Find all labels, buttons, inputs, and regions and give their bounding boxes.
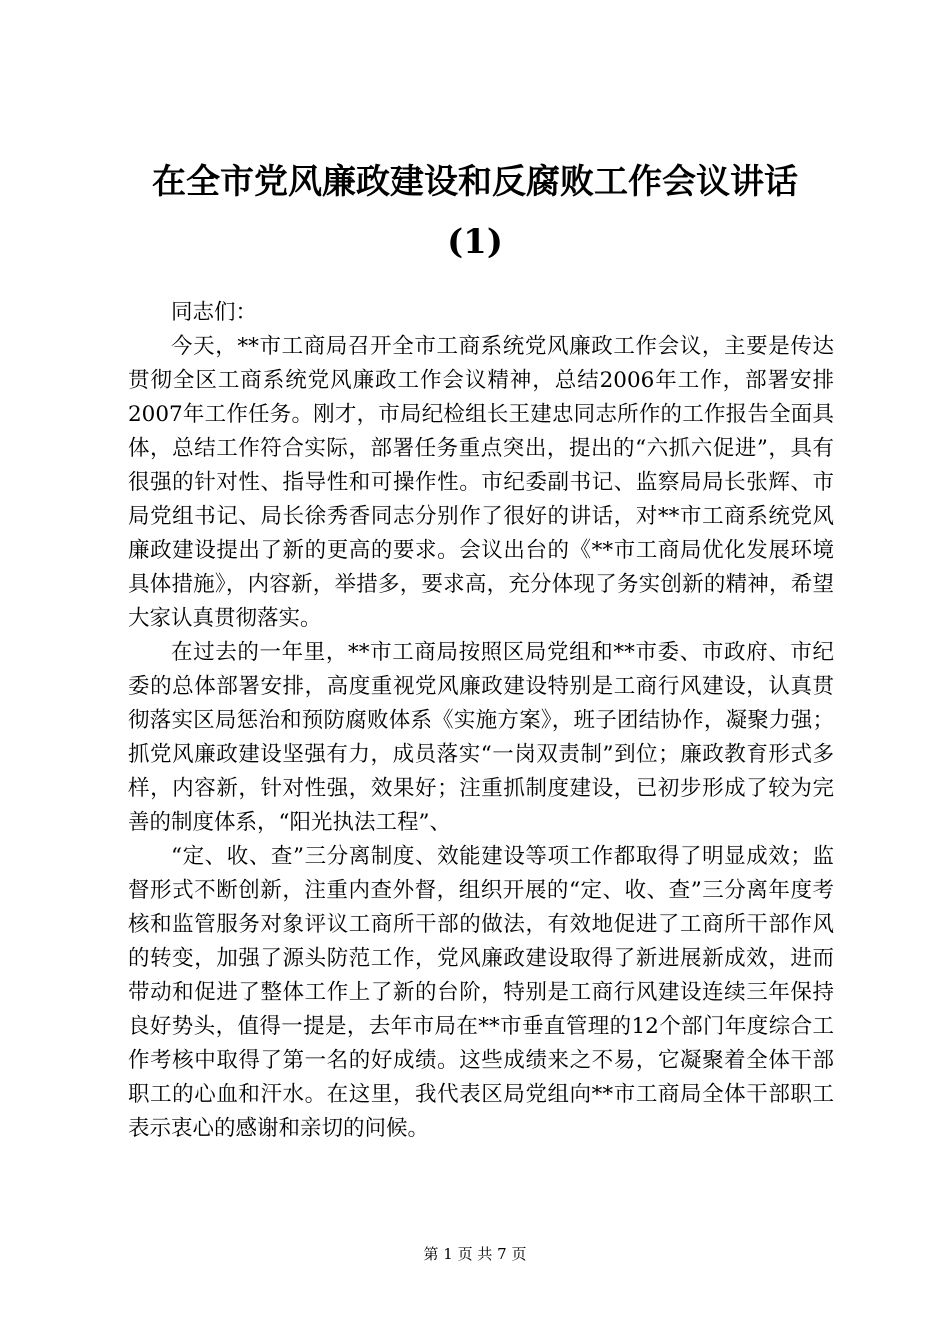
document-body xyxy=(128,296,834,1146)
body-paragraph: 今天，**市工商局召开全市工商系统党风廉政工作会议，主要是传达贯彻全区工商系统党风廉政工作会议精神，总结2006年工作，部署安排2007年工作任务。刚才，市局纪检组长王建忠同志所作的工作报告全面具体，总结工作符合实际，部署任务重点突出，提出的“六抓六促进”，具有很强的针对性、指导性和可操作性。市纪委副书记、监察局局长张辉、市局党组书记、局长徐秀香同志分别作了很好的讲话，对**市工商系统党风廉政建设提出了新的更高的要求。会议出台的《**市工商局优化发展环境具体措施》，内容新，举措多，要求高，充分体现了务实创新的精神，希望大家认真贯彻落实。 xyxy=(128,334,834,631)
page-number-footer: 第 1 页 共 7 页 xyxy=(423,1245,527,1263)
body-paragraph: 在过去的一年里，**市工商局按照区局党组和**市委、市政府、市纪委的总体部署安排，高度重视党风廉政建设特别是工商行风建设，认真贯彻落实区局惩治和预防腐败体系《实施方案》，班子团结协作，凝聚力强；抓党风廉政建设坚强有力，成员落实“一岗双责制”到位；廉政教育形式多样，内容新，针对性强，效果好；注重抓制度建设，已初步形成了较为完善的制度体系，“阳光执法工程”、 xyxy=(128,640,834,835)
document-title-number: (1) xyxy=(447,222,503,262)
body-paragraph: “定、收、查”三分离制度、效能建设等项工作都取得了明显成效；监督形式不断创新，注重内查外督，组织开展的“定、收、查”三分离年度考核和监管服务对象评议工商所干部的做法，有效地促进了工商所干部作风的转变，加强了源头防范工作，党风廉政建设取得了新进展新成效，进而带动和促进了整体工作上了新的台阶，特别是工商行风建设连续三年保持良好势头，值得一提是，去年市局在**市垂直管理的12个部门年度综合工作考核中取得了第一名的好成绩。这些成绩来之不易，它凝聚着全体干部职工的心血和汗水。在这里，我代表区局党组向**市工商局全体干部职工表示衷心的感谢和亲切的问候。 xyxy=(128,844,834,1141)
document-title: 在全市党风廉政建设和反腐败工作会议讲话 xyxy=(152,162,798,202)
salutation: 同志们： xyxy=(171,300,258,325)
